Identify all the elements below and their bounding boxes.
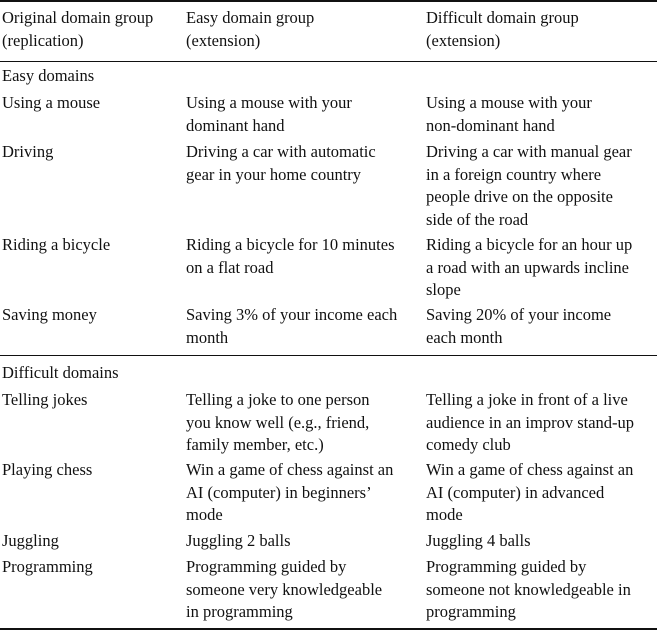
domain-cell: Playing chess	[2, 460, 93, 479]
domain-cell: Telling jokes	[2, 390, 88, 409]
table-top-rule	[0, 0, 657, 2]
easy-cell: Riding a bicycle for 10 minutes on a flat road	[186, 235, 395, 277]
domain-cell: Programming	[2, 557, 93, 576]
difficult-cell: Win a game of chess against an AI (computer) in advanced mode	[426, 460, 634, 524]
table-bottom-rule	[0, 628, 657, 630]
easy-cell: Win a game of chess against an AI (computer) in beginners’ mode	[186, 460, 394, 524]
easy-cell: Saving 3% of your income each month	[186, 305, 398, 347]
header-easy-domain-group: Easy domain group (extension)	[186, 8, 315, 50]
difficult-cell: Using a mouse with your non-dominant hand	[426, 93, 592, 135]
difficult-cell: Telling a joke in front of a live audience in an improv stand-up comedy club	[426, 390, 635, 454]
section-divider-rule	[0, 355, 657, 356]
header-bottom-rule	[0, 61, 657, 62]
easy-cell: Telling a joke to one person you know well (e.g., friend, family member, etc.)	[186, 390, 370, 454]
easy-cell: Juggling 2 balls	[186, 531, 291, 550]
difficult-cell: Riding a bicycle for an hour up a road with an upwards incline slope	[426, 235, 633, 299]
domain-cell: Riding a bicycle	[2, 235, 111, 254]
difficult-cell: Driving a car with manual gear in a foreign country where people drive on the opposite side of the road	[426, 142, 632, 229]
easy-cell: Using a mouse with your dominant hand	[186, 93, 352, 135]
domain-cell: Juggling	[2, 531, 59, 550]
header-difficult-domain-group: Difficult domain group (extension)	[426, 8, 579, 50]
difficult-cell: Programming guided by someone not knowledgeable in programming	[426, 557, 631, 621]
section-title-easy-domains: Easy domains	[2, 66, 95, 85]
difficult-cell: Saving 20% of your income each month	[426, 305, 612, 347]
domain-cell: Driving	[2, 142, 54, 161]
domain-cell: Saving money	[2, 305, 97, 324]
section-title-difficult-domains: Difficult domains	[2, 363, 119, 382]
header-original-domain-group: Original domain group (replication)	[2, 8, 154, 50]
domain-cell: Using a mouse	[2, 93, 101, 112]
difficult-cell: Juggling 4 balls	[426, 531, 531, 550]
easy-cell: Driving a car with automatic gear in your home country	[186, 142, 376, 184]
easy-cell: Programming guided by someone very knowledgeable in programming	[186, 557, 383, 621]
